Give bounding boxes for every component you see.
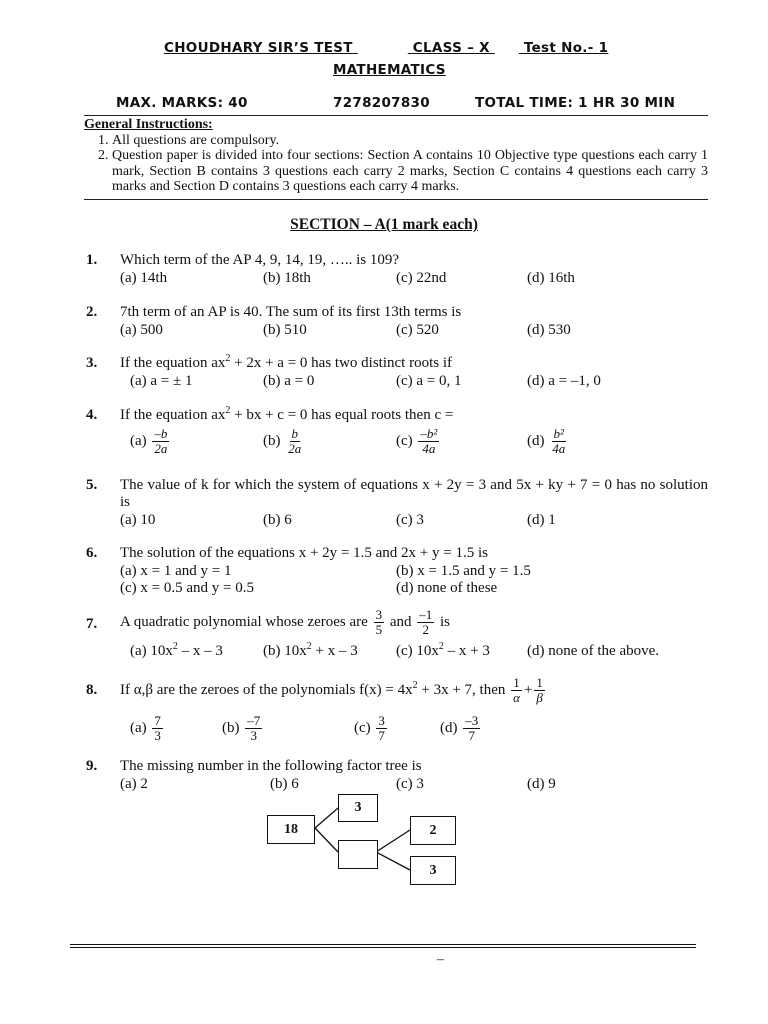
option-a: (a) x = 1 and y = 1 [120, 563, 232, 579]
option-a: (a) a = ± 1 [130, 373, 193, 389]
option-c: (c) 3 [396, 512, 424, 528]
option-c: (c) $\frac{3}{7}$ [354, 713, 385, 743]
question-number: 8. [86, 682, 98, 698]
option-d: (d) 530 [527, 322, 571, 338]
question-text: The value of k for which the system of equations x + 2y = 3 and 5x + ky + 7 = 0 has no solution is [120, 477, 708, 510]
option-c: (c) $\frac{\text{–b²}}{4a}$ [396, 426, 438, 456]
option-d: (d) 16th [527, 270, 575, 286]
footer-divider [70, 944, 696, 945]
tree-branch [376, 830, 410, 852]
option-c: (c) 520 [396, 322, 439, 338]
option-d: (d) 1 [527, 512, 556, 528]
total-time: TOTAL TIME: 1 HR 30 MIN [475, 95, 676, 111]
tree-node-top: 3 [338, 794, 378, 822]
instruction-item: 2. Question paper is divided into four sections: Section A contains 10 Objective type questions each carry 1 mark, Section B contains 3 questions each carry 2 marks, Section C contains 4 questions each carry 3 marks and Section D contains 3 questions each carry 4 marks. [112, 148, 708, 195]
question-number: 6. [86, 545, 98, 561]
option-b: (b) a = 0 [263, 373, 315, 389]
option-a: (a) 2 [120, 776, 148, 792]
question-number: 4. [86, 407, 98, 423]
subject-title: MATHEMATICS [333, 62, 446, 78]
option-d: (d) $\frac{\text{b²}}{4a}$ [527, 426, 566, 456]
page-mark: – [437, 952, 444, 967]
question-text: If the equation $ax^2$ + bx + c = 0 has equal roots then c = [120, 405, 454, 423]
instruction-item: 1. All questions are compulsory. [112, 133, 708, 149]
question-text: The missing number in the following factor tree is [120, 758, 422, 774]
option-d: (d) a = –1, 0 [527, 373, 601, 389]
option-d: (d) none of the above. [527, 643, 660, 659]
instructions-title: General Instructions: [84, 117, 213, 132]
test-number: Test No.- 1 [523, 40, 609, 56]
question-number: 3. [86, 355, 98, 371]
option-b: (b) $\frac{-7}{3}$ [222, 713, 261, 743]
question-number: 2. [86, 304, 98, 320]
max-marks: MAX. MARKS: 40 [116, 95, 248, 111]
question-number: 9. [86, 758, 98, 774]
tree-node-missing [338, 840, 378, 869]
tree-branch [315, 828, 338, 852]
option-a: (a) 500 [120, 322, 163, 338]
option-c: (c) $10x^2 - x + 3$ [396, 641, 490, 659]
tree-branch [376, 852, 410, 870]
option-a: (a) 14th [120, 270, 168, 286]
phone-number: 7278207830 [333, 95, 430, 111]
option-c: (c) 22nd [396, 270, 447, 286]
question-text: A quadratic polynomial whose zeroes are $\frac{3}{5}$ and $\frac{-1}{2}$ is [120, 607, 451, 637]
option-c: (c) a = 0, 1 [396, 373, 462, 389]
option-a: (a) $\frac{7}{3}$ [130, 713, 161, 743]
class-label: CLASS – X [412, 40, 490, 56]
option-b: (b) 510 [263, 322, 307, 338]
question-number: 1. [86, 252, 98, 268]
option-a: (a) $\frac{-b}{2a}$ [130, 426, 168, 456]
school-name: CHOUDHARY SIR’S TEST [164, 40, 353, 56]
option-b: (b) $\frac{b}{2a}$ [263, 426, 302, 456]
tree-node-root: 18 [267, 815, 315, 844]
question-text: If the equation $ax^2 + 2x + a = 0$ has two distinct roots if [120, 353, 452, 371]
tree-node-right-top: 2 [410, 816, 456, 845]
option-b: (b) 18th [263, 270, 311, 286]
question-number: 7. [86, 616, 98, 632]
tree-branch [315, 808, 338, 828]
option-d: (d) none of these [396, 580, 498, 596]
footer-divider [70, 947, 696, 948]
option-a: (a) 10 [120, 512, 156, 528]
option-c: (c) 3 [396, 776, 424, 792]
question-text: 7th term of an AP is 40. The sum of its first 13th terms is [120, 304, 462, 320]
question-text: The solution of the equations x + 2y = 1.5 and 2x + y = 1.5 is [120, 545, 488, 561]
option-b: (b) $10x^2 + x - 3$ [263, 641, 358, 659]
question-text: If α,β are the zeroes of the polynomials $f(x) = 4x^2 + 3x + 7$, then $\frac{1}{\alpha}$ + $\frac{1}{\beta}$ [120, 675, 543, 705]
option-c: (c) x = 0.5 and y = 0.5 [120, 580, 254, 596]
option-b: (b) x = 1.5 and y = 1.5 [396, 563, 531, 579]
section-title: SECTION – A(1 mark each) [290, 216, 478, 233]
tree-node-right-bottom: 3 [410, 856, 456, 885]
option-b: (b) 6 [270, 776, 299, 792]
option-d: (d) 9 [527, 776, 556, 792]
question-number: 5. [86, 477, 98, 493]
option-d: (d) $\frac{-3}{7}$ [440, 713, 479, 743]
option-a: (a) $10x^2$ – x – 3 [130, 641, 223, 659]
option-b: (b) 6 [263, 512, 292, 528]
question-text: Which term of the AP 4, 9, 14, 19, ….. is 109? [120, 252, 399, 268]
